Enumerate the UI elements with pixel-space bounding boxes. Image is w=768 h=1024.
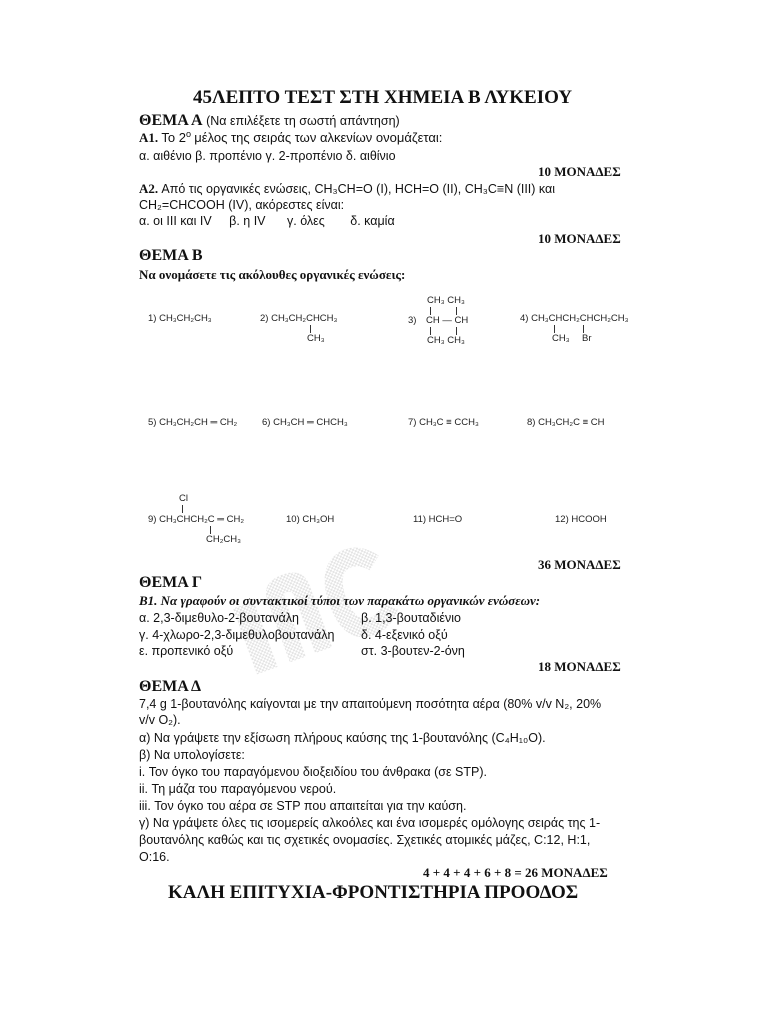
compound-7-formula: 7) CH₃C ≡ CCH₃ — [408, 417, 479, 428]
thema-d-line-5: i. Τον όγκο του παραγόμενου διοξειδίου του άνθρακα (σε STP). — [139, 765, 487, 779]
thema-d-line-8: γ) Να γράψετε όλες τις ισομερείς αλκοόλες και ένα ισομερές ομόλογης σειράς της 1- — [139, 816, 601, 830]
compound-4-bond-1 — [554, 325, 555, 333]
compound-4-branch-1: CH₃ — [552, 333, 570, 344]
question-a1 — [139, 131, 442, 144]
thema-a-heading: ΘΕΜΑ Α — [139, 112, 203, 129]
thema-g-option-b: β. 1,3-βουταδιένιο — [361, 611, 461, 625]
thema-b-points: 36 ΜΟΝΑΔΕΣ — [538, 557, 621, 572]
compound-3-bond-bl — [430, 327, 431, 335]
thema-g-heading: ΘΕΜΑ Γ — [139, 574, 203, 591]
compound-2-bond — [310, 325, 311, 333]
compound-8-formula: 8) CH₃CH₂C ≡ CH — [527, 417, 605, 428]
compound-3-top: CH₃ CH₃ — [427, 295, 465, 306]
thema-g-option-a: α. 2,3-διμεθυλο-2-βουτανάλη — [139, 611, 299, 625]
thema-d-line-4: β) Να υπολογίσετε: — [139, 748, 245, 762]
compound-1-formula: 1) CH₃CH₂CH₃ — [148, 313, 212, 324]
compound-3-bond-br — [456, 327, 457, 335]
thema-d-points: 4 + 4 + 4 + 6 + 8 = 26 ΜΟΝΑΔΕΣ — [423, 865, 608, 880]
compound-2-formula: 2) CH₃CH₂CHCH₃ — [260, 313, 338, 324]
a1-sup: ο — [185, 129, 192, 139]
compound-2-branch: CH₃ — [307, 333, 325, 344]
thema-g-option-d: δ. 4-εξενικό οξύ — [361, 628, 448, 642]
thema-g-instruction: Β1. Να γραφούν οι συντακτικοί τύποι των παρακάτω οργανικών ενώσεων: — [139, 593, 541, 608]
compound-11-formula: 11) HCH=O — [413, 514, 463, 525]
thema-d-line-10: O:16. — [139, 850, 170, 864]
a2-label: Α2. — [139, 181, 159, 196]
a2-text-2: CH₂=CHCOOH (IV), ακόρεστες είναι: — [139, 198, 345, 212]
thema-d-heading: ΘΕΜΑ Δ — [139, 678, 202, 695]
compound-3-bottom: CH₃ CH₃ — [427, 335, 465, 346]
thema-d-line-3: α) Να γράψετε την εξίσωση πλήρους καύσης της 1-βουτανόλης (C₄H₁₀O). — [139, 731, 546, 745]
thema-d-line-9: βουτανόλης καθώς και τις σχετικές ονομασίες. Σχετικές ατομικές μάζες, C:12, H:1, — [139, 833, 591, 847]
a2-option-d: δ. καμία — [350, 214, 395, 228]
thema-a-instruction: (Να επιλέξετε τη σωστή απάντηση) — [206, 114, 400, 128]
compound-3-bond-tl — [430, 307, 431, 315]
compound-9-formula: 9) CH₃CHCH₂C ═ CH₂ — [148, 514, 245, 525]
a1-label: Α1. — [139, 130, 159, 145]
compound-3-label: 3) — [408, 315, 417, 326]
a1-text-pre: Το 2 — [161, 130, 186, 145]
compound-4-formula: 4) CH₃CHCH₂CHCH₂CH₃ — [520, 313, 629, 324]
a1-text-post: μέλος της σειράς των αλκενίων ονομάζεται: — [194, 130, 443, 145]
a1-points: 10 ΜΟΝΑΔΕΣ — [538, 164, 621, 179]
thema-d-line-6: ii. Τη μάζα του παραγόμενου νερού. — [139, 782, 337, 796]
thema-g-points: 18 ΜΟΝΑΔΕΣ — [538, 659, 621, 674]
compound-4-bond-2 — [583, 325, 584, 333]
compound-4-branch-2: Br — [582, 333, 592, 344]
thema-g-option-e: ε. προπενικό οξύ — [139, 644, 234, 658]
compound-9-substituent: Cl — [179, 493, 188, 504]
compound-9-bond-bottom — [210, 526, 211, 534]
a2-option-c: γ. όλες — [287, 214, 325, 228]
a1-options: α. αιθένιο β. προπένιο γ. 2-προπένιο δ. αιθίνιο — [139, 149, 396, 163]
compound-9-branch: CH₂CH₃ — [206, 534, 241, 545]
page-title: 45ΛΕΠΤΟ ΤΕΣΤ ΣΤΗ ΧΗΜΕΙΑ Β ΛΥΚΕΙΟΥ — [193, 87, 573, 108]
compound-9-bond-top — [182, 505, 183, 513]
thema-b-heading: ΘΕΜΑ Β — [139, 247, 203, 264]
compound-10-formula: 10) CH₃OH — [286, 514, 335, 525]
question-a2 — [139, 182, 555, 196]
a2-option-a: α. οι III και IV — [139, 214, 212, 228]
thema-g-option-c: γ. 4-χλωρο-2,3-διμεθυλοβουτανάλη — [139, 628, 335, 642]
a2-option-b: β. η IV — [229, 214, 266, 228]
a2-text: Από τις οργανικές ενώσεις, CH₃CH=O (I), HCH=O (II), CH₃C≡N (III) και — [161, 182, 556, 196]
thema-d-line-7: iii. Τον όγκο του αέρα σε STP που απαιτείται για την καύση. — [139, 799, 467, 813]
compound-3-bond-tr — [456, 307, 457, 315]
thema-g-option-f: στ. 3-βουτεν-2-όνη — [361, 644, 465, 658]
thema-d-line-2: v/v O₂). — [139, 713, 181, 727]
compound-6-formula: 6) CH₃CH ═ CHCH₃ — [262, 417, 348, 428]
thema-b-instruction: Να ονομάσετε τις ακόλουθες οργανικές ενώσεις: — [139, 267, 406, 282]
compound-12-formula: 12) HCOOH — [555, 514, 607, 525]
a2-options — [139, 215, 395, 228]
a2-points: 10 ΜΟΝΑΔΕΣ — [538, 231, 621, 246]
compound-5-formula: 5) CH₃CH₂CH ═ CH₂ — [148, 417, 238, 428]
compound-3-mid: CH — CH — [426, 315, 469, 326]
footer-wish: ΚΑΛΗ ΕΠΙΤΥΧΙΑ-ΦΡΟΝΤΙΣΤΗΡΙΑ ΠΡΟΟΔΟΣ — [168, 882, 579, 903]
thema-a-line — [139, 113, 400, 129]
thema-d-line-1: 7,4 g 1-βουτανόλης καίγονται με την απαιτούμενη ποσότητα αέρα (80% v/v N₂, 20% — [139, 697, 602, 711]
